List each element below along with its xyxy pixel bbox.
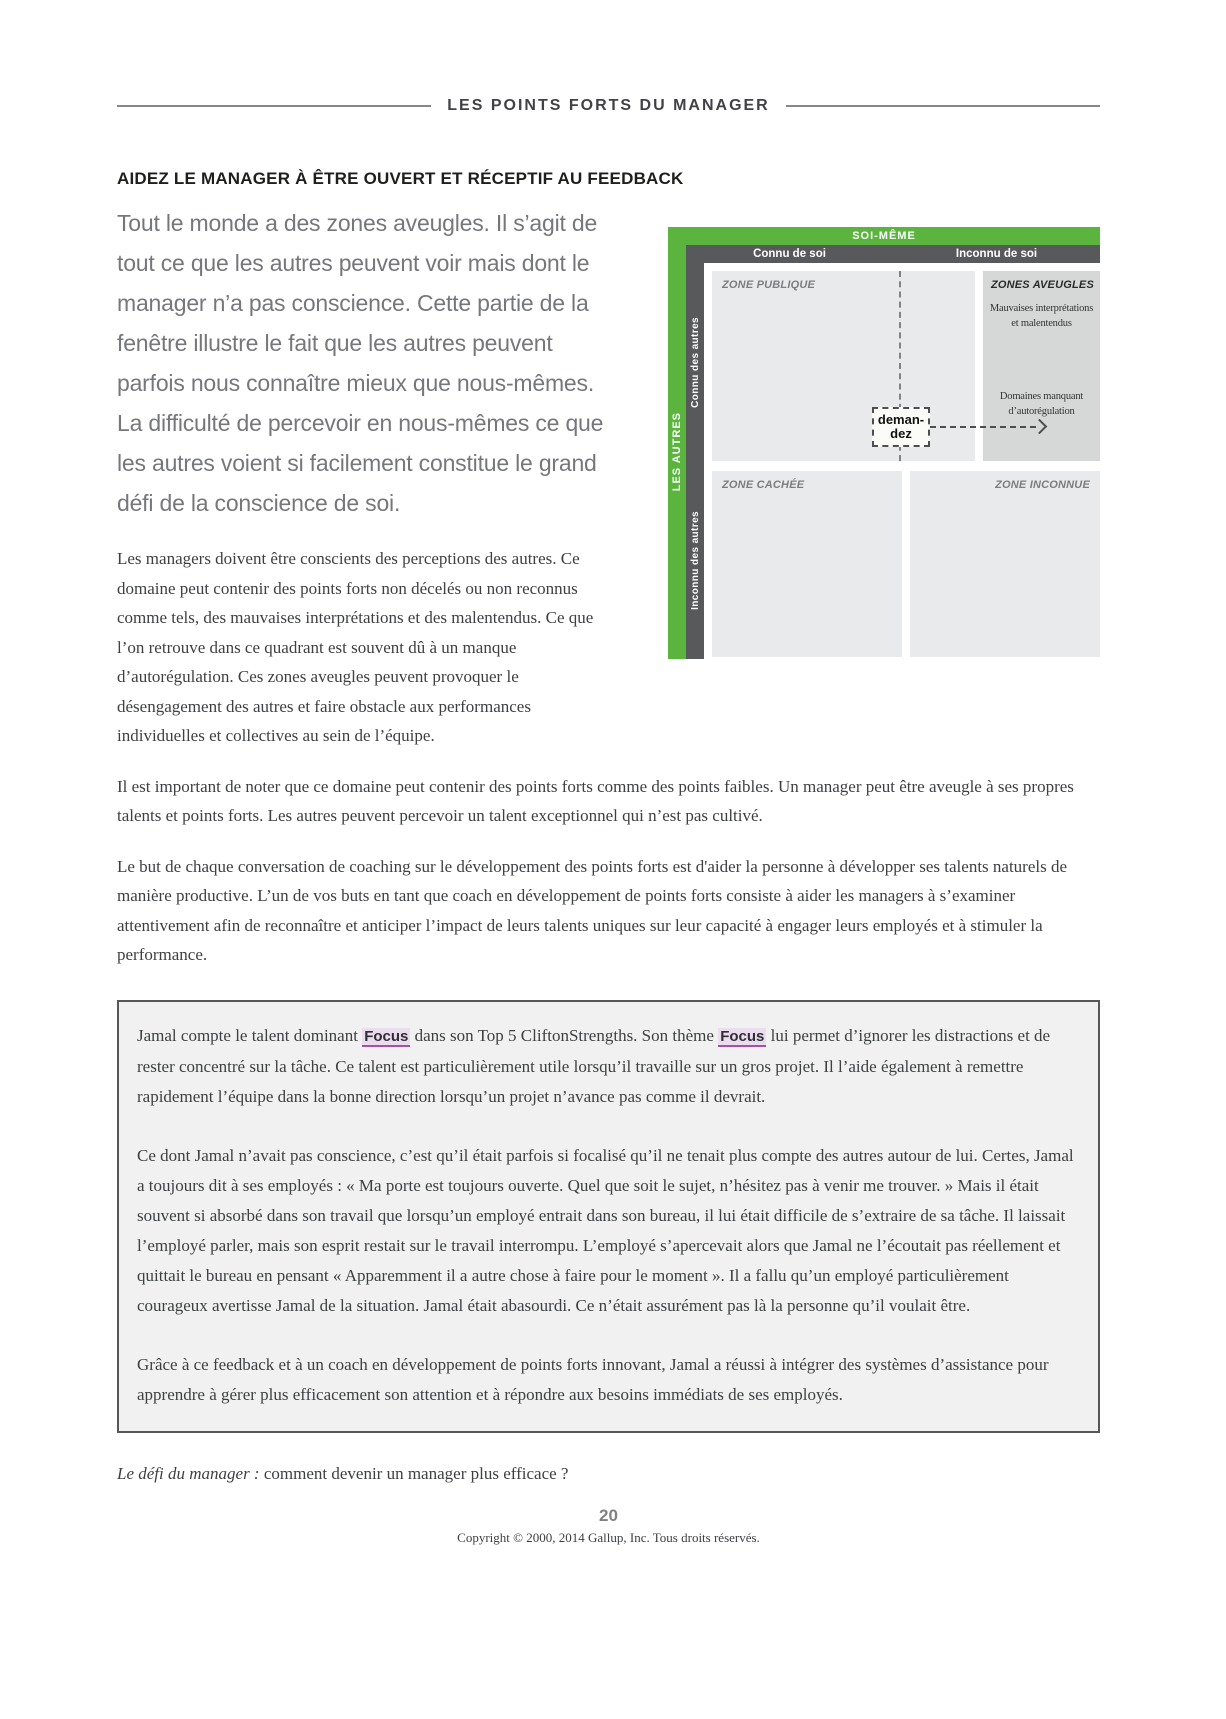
- section-heading: AIDEZ LE MANAGER À ÊTRE OUVERT ET RÉCEPTIF AU FEEDBACK: [117, 169, 684, 188]
- jamal-example-box: [117, 1000, 1100, 1433]
- unknown-zone-label: ZONE INCONNUE: [995, 479, 1090, 491]
- page-footer: [117, 1506, 1100, 1546]
- callout-paragraph-1: Jamal compte le talent dominant Focus dans son Top 5 CliftonStrengths. Son thème Focus lui permet d’ignorer les distractions et de rester concentré sur la tâche. Ce talent est particulièrement utile lorsqu’il travaille sur un gros projet. Il l’aide également à remettre rapidement l’équipe dans la bonne direction lorsqu’un projet n’avance pas comme il devrait.: [137, 1025, 1051, 1106]
- johari-window-diagram: [668, 227, 1100, 659]
- callout-paragraph-3: Grâce à ce feedback et à un coach en développement de points forts innovant, Jamal a réussi à intégrer des systèmes d’assistance pour apprendre à gérer plus efficacement son attention et à répondre aux besoins immédiats de ses employés.: [137, 1354, 1049, 1404]
- focus-theme-link[interactable]: Focus: [364, 1027, 409, 1045]
- body-paragraph-strengths-weaknesses: Il est important de noter que ce domaine peut contenir des points forts comme des points faibles. Un manager peut être aveugle à ses propres talents et points forts. Les autres peuvent percevoir un talent exceptionnel qui n’est pas cultivé.: [117, 776, 1074, 825]
- header-rule-right: [786, 105, 1100, 107]
- running-head: [117, 97, 1100, 115]
- diagram-self-header: SOI-MÊME: [668, 227, 1100, 245]
- lead-paragraph: Tout le monde a des zones aveugles. Il s’agit de tout ce que les autres peuvent voir mais dont le manager n’a pas conscience. Cette partie de la fenêtre illustre le fait que les autres peuvent parfois nous connaître mieux que nous-mêmes. La difficulté de percevoir en nous-mêmes ce que les autres voient si facilement constitue le grand défi de la conscience de soi.: [117, 210, 604, 516]
- challenge-label: Le défi du manager :: [117, 1463, 260, 1483]
- unknown-to-self-header: Inconnu de soi: [955, 248, 1038, 260]
- known-to-others-header: Connu des autres: [689, 316, 701, 408]
- body-paragraph-coaching-goal: Le but de chaque conversation de coaching sur le développement des points forts est d'aider la personne à développer ses talents naturels de manière productive. L’un de vos buts en tant que coach en développement de points forts consiste à aider les managers à s’examiner attentivement afin de reconnaître et anticiper l’impact de leurs talents uniques sur leur capacité à engager leurs employés et à stimuler la performance.: [117, 856, 1068, 964]
- blind-zone-item-misinterpretations: Mauvaises interprétations et malentendus: [989, 303, 1094, 329]
- callout-paragraph-2: Ce dont Jamal n’avait pas conscience, c’est qu’il était parfois si focalisé qu’il ne tenait plus compte des autres autour de lui. Certes, Jamal a toujours dit à ses employés : « Ma porte est toujours ouverte. Quel que soit le sujet, n’hésitez pas à venir me trouver. » Mais il était souvent si absorbé dans son travail que lorsqu’un employé entrait dans son bureau, il lui était difficile de s’extraire de sa tâche. Il laissait l’employé parler, mais son esprit restait sur le travail interrompu. L’employé s’apercevait alors que Jamal ne l’écoutait pas réellement et quittait le bureau en pensant « Apparemment il a autre chose à faire pour le moment ». Il a fallu qu’un employé particulièrement courageux avertisse Jamal de la situation. Jamal était abasourdi. Ce n’était assurément pas là la personne qu’il voulait être.: [137, 1145, 1074, 1315]
- hidden-zone-quadrant: [712, 471, 902, 657]
- body-paragraph-blind-zones: Les managers doivent être conscients des perceptions des autres. Ce domaine peut contenir des points forts non décelés ou non reconnus comme tels, des mauvaises interprétations et des malentendus. Ce que l’on retrouve dans ce quadrant est souvent dû à un manque d’autorégulation. Ces zones aveugles peuvent provoquer le désengagement des autres et faire obstacle aux performances individuelles et collectives au sein de l’équipe.: [117, 549, 594, 745]
- diagram-others-label: LES AUTRES: [671, 412, 683, 492]
- blind-zone-item-self-regulation: Domaines manquant d’autorégulation: [999, 391, 1084, 417]
- blind-zones-label: ZONES AVEUGLES: [990, 279, 1094, 291]
- book-title: LES POINTS FORTS DU MANAGER: [447, 97, 770, 114]
- diagram-column-headers: [686, 245, 1100, 263]
- unknown-zone-quadrant: [910, 471, 1100, 657]
- public-zone-quadrant: [712, 271, 975, 461]
- main-content: [117, 203, 1100, 1484]
- header-rule-left: [117, 105, 431, 107]
- diagram-row-headers: [686, 263, 704, 659]
- ask-arrow-line: [930, 426, 1036, 428]
- known-to-self-header: Connu de soi: [753, 248, 826, 260]
- ask-callout-box: deman- dez: [872, 407, 930, 447]
- public-zone-label: ZONE PUBLIQUE: [722, 279, 816, 291]
- focus-theme-link[interactable]: Focus: [720, 1027, 765, 1045]
- hidden-zone-label: ZONE CACHÉE: [722, 479, 805, 491]
- unknown-to-others-header: Inconnu des autres: [689, 510, 701, 610]
- blind-zones-quadrant: [983, 271, 1100, 461]
- page-number: 20: [599, 1505, 618, 1525]
- diagram-others-sidebar: [668, 245, 686, 659]
- copyright-notice: Copyright © 2000, 2014 Gallup, Inc. Tous droits réservés.: [457, 1529, 760, 1545]
- manager-challenge-line: Le défi du manager : comment devenir un manager plus efficace ?: [117, 1463, 569, 1483]
